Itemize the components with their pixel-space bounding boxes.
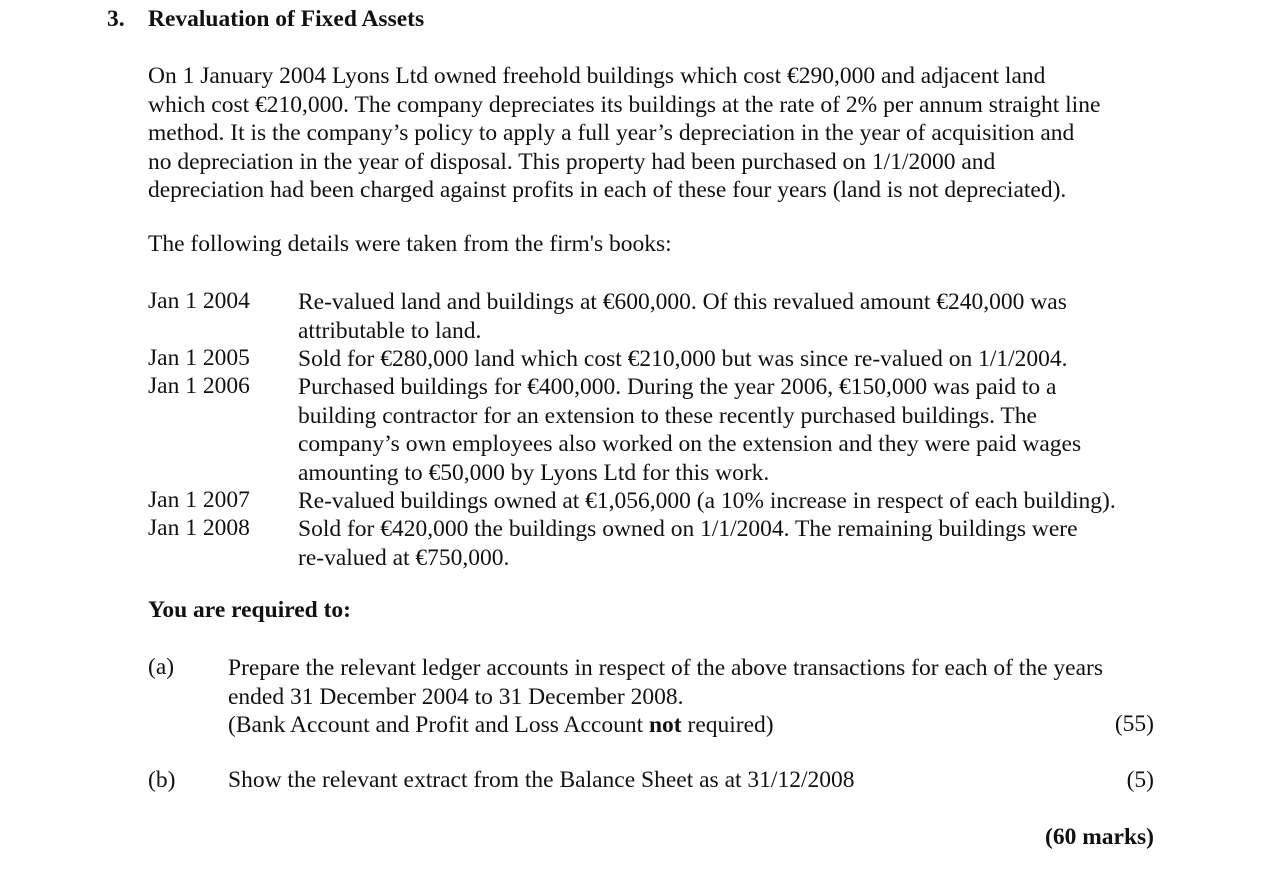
question-number: 3. <box>107 6 125 32</box>
intro-line: which cost €210,000. The company depreciates its buildings at the rate of 2% per annum straight line <box>148 91 1101 118</box>
transaction-description <box>298 515 1078 572</box>
transaction-line: amounting to €50,000 by Lyons Ltd for this work. <box>298 459 770 486</box>
question-title: Revaluation of Fixed Assets <box>148 6 425 32</box>
transaction-date: Jan 1 2006 <box>148 373 250 399</box>
part-a-line <box>228 711 1103 740</box>
part-a-line: ended 31 December 2004 to 31 December 2008. <box>228 683 684 710</box>
transaction-line: Sold for €420,000 the buildings owned on 1/1/2004. The remaining buildings were <box>298 516 1078 542</box>
transaction-line: attributable to land. <box>298 317 482 344</box>
transaction-description <box>298 487 1116 516</box>
part-b-marks: (5) <box>1126 767 1154 793</box>
intro-line: depreciation had been charged against profits in each of these four years (land is not depreciated). <box>148 177 1067 203</box>
transaction-line: Re-valued land and buildings at €600,000. Of this revalued amount €240,000 was <box>298 289 1067 315</box>
part-label: (a) <box>148 654 175 680</box>
intro-line: On 1 January 2004 Lyons Ltd owned freehold buildings which cost €290,000 and adjacent land <box>148 63 1046 89</box>
transaction-date: Jan 1 2005 <box>148 345 250 371</box>
transaction-line: Re-valued buildings owned at €1,056,000 (a 10% increase in respect of each building). <box>298 488 1116 514</box>
transaction-description <box>298 373 1081 487</box>
transaction-line: building contractor for an extension to these recently purchased buildings. The <box>298 402 1037 429</box>
part-b-text: Show the relevant extract from the Balance Sheet as at 31/12/2008 <box>228 767 855 793</box>
part-a-note: (Bank Account and Profit and Loss Account <box>228 712 649 738</box>
total-marks: (60 marks) <box>1045 824 1154 850</box>
transaction-date: Jan 1 2008 <box>148 515 250 541</box>
part-a-note-end: required) <box>681 712 774 738</box>
intro-paragraph <box>148 62 1100 205</box>
transaction-line: Sold for €280,000 land which cost €210,000 but was since re-valued on 1/1/2004. <box>298 346 1068 372</box>
part-label: (b) <box>148 767 176 793</box>
part-a-emphasis: not <box>648 712 682 738</box>
transaction-date: Jan 1 2004 <box>148 288 250 314</box>
transaction-line: Purchased buildings for €400,000. During the year 2006, €150,000 was paid to a <box>298 374 1057 400</box>
transaction-description <box>298 288 1067 345</box>
transaction-line: company’s own employees also worked on the extension and they were paid wages <box>298 431 1082 457</box>
part-a-line: Prepare the relevant ledger accounts in respect of the above transactions for each of the years <box>228 655 1103 681</box>
intro-line: no depreciation in the year of disposal. This property had been purchased on 1/1/2000 and <box>148 148 996 175</box>
intro-line: method. It is the company’s policy to apply a full year’s depreciation in the year of acquisition and <box>148 120 1075 146</box>
transaction-date: Jan 1 2007 <box>148 487 250 513</box>
part-a-marks: (55) <box>1114 711 1154 737</box>
part-a-text <box>228 654 1103 740</box>
details-intro: The following details were taken from the firm's books: <box>148 231 672 257</box>
transaction-description <box>298 345 1068 374</box>
transaction-line: re-valued at €750,000. <box>298 544 510 571</box>
required-heading: You are required to: <box>148 597 352 623</box>
